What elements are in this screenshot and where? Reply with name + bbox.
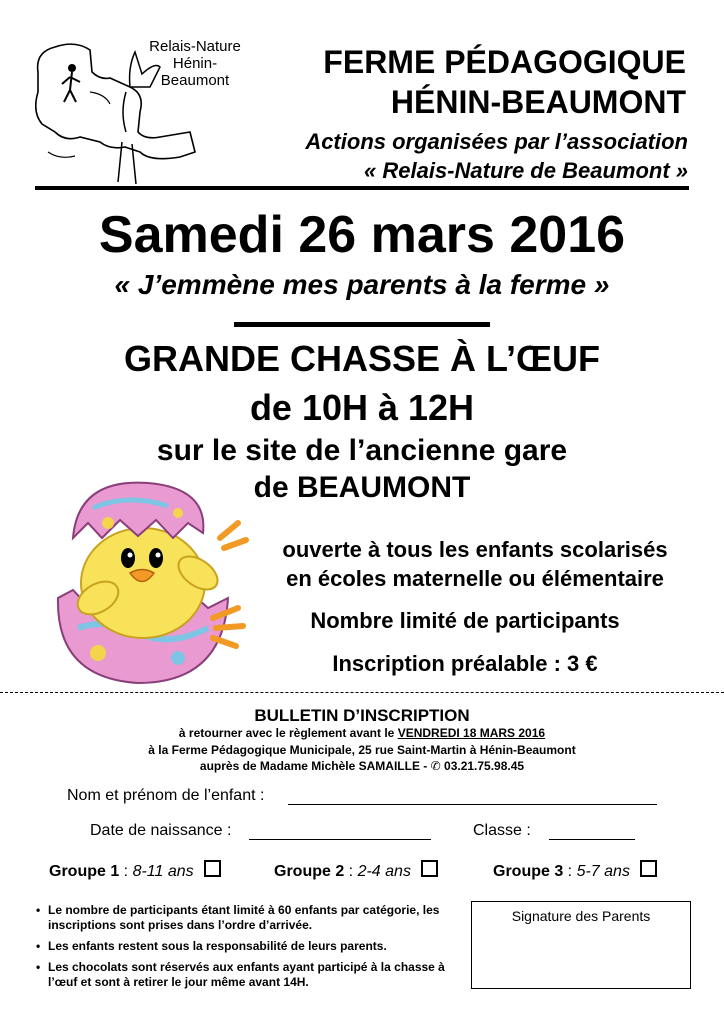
eligibility-line1: ouverte à tous les enfants scolarisés (282, 537, 668, 562)
child-name-label: Nom et prénom de l’enfant : (67, 787, 265, 804)
bulletin-deadline: VENDREDI 18 MARS 2016 (397, 726, 546, 740)
cut-line (0, 692, 724, 693)
group-3-option (493, 860, 657, 881)
farm-title-line2: HÉNIN-BEAUMONT (390, 84, 686, 120)
section-divider (234, 322, 490, 327)
group-1-separator: : (119, 863, 133, 880)
checkbox-icon[interactable] (204, 860, 221, 877)
class-field[interactable] (549, 825, 635, 840)
eligibility-line2: en écoles maternelle ou élémentaire (286, 566, 664, 591)
signature-box[interactable] (471, 901, 691, 989)
bulletin-address-line: à la Ferme Pédagogique Municipale, 25 rue Saint-Martin à Hénin-Beaumont (148, 743, 576, 757)
signature-label: Signature des Parents (511, 908, 651, 924)
rules-list (36, 903, 466, 996)
birth-date-field[interactable] (249, 825, 431, 840)
birth-date-label: Date de naissance : (90, 822, 232, 839)
rule-item: • Les chocolats sont réservés aux enfants ayant participé à la chasse à l’œuf et sont à retirer le jour même avant 14H. (36, 960, 466, 990)
event-place-line1: sur le site de l’ancienne gare (156, 434, 568, 467)
group-2-separator: : (344, 863, 358, 880)
group-1-name: Groupe 1 (49, 863, 120, 880)
group-3-name: Groupe 3 (493, 863, 564, 880)
group-2-name: Groupe 2 (274, 863, 345, 880)
child-name-field[interactable] (288, 790, 657, 805)
event-place-line2: de BEAUMONT (253, 471, 471, 504)
checkbox-icon[interactable] (421, 860, 438, 877)
association-subtitle-line1: Actions organisées par l’association (305, 129, 688, 154)
class-label: Classe : (473, 822, 531, 839)
easter-chick-egg-icon (38, 478, 250, 692)
bulletin-return-line (0, 726, 724, 740)
group-3-age: 5-7 ans (576, 863, 630, 880)
association-subtitle-line2: « Relais-Nature de Beaumont » (364, 158, 688, 183)
event-name: GRANDE CHASSE À L’ŒUF (123, 338, 601, 379)
rule-item: • Les enfants restent sous la responsabilité de leurs parents. (36, 939, 466, 954)
event-date: Samedi 26 mars 2016 (98, 206, 626, 264)
logo-text-line2: Hénin-Beaumont (160, 55, 230, 89)
group-2-age: 2-4 ans (357, 863, 411, 880)
farm-title-line1: FERME PÉDAGOGIQUE (323, 44, 686, 80)
registration-fee: Inscription préalable : 3 € (332, 651, 598, 676)
logo-text (140, 38, 250, 89)
group-3-separator: : (563, 863, 577, 880)
rule-item: • Le nombre de participants étant limité à 60 enfants par catégorie, les inscriptions sont prises dans l’ordre d’arrivée. (36, 903, 466, 933)
participant-limit: Nombre limité de participants (310, 608, 620, 633)
bulletin-contact-line: auprès de Madame Michèle SAMAILLE - ✆ 03.21.75.98.45 (199, 759, 525, 773)
group-1-option (49, 860, 221, 881)
event-time: de 10H à 12H (249, 387, 475, 428)
checkbox-icon[interactable] (640, 860, 657, 877)
group-2-option (274, 860, 438, 881)
group-1-age: 8-11 ans (132, 863, 194, 880)
logo-text-line1: Relais-Nature (149, 38, 241, 55)
header-divider (35, 186, 689, 190)
bulletin-title: BULLETIN D’INSCRIPTION (254, 706, 470, 725)
bulletin-return-prefix: à retourner avec le règlement avant le (178, 726, 398, 740)
event-tagline: « J’emmène mes parents à la ferme » (114, 269, 610, 300)
